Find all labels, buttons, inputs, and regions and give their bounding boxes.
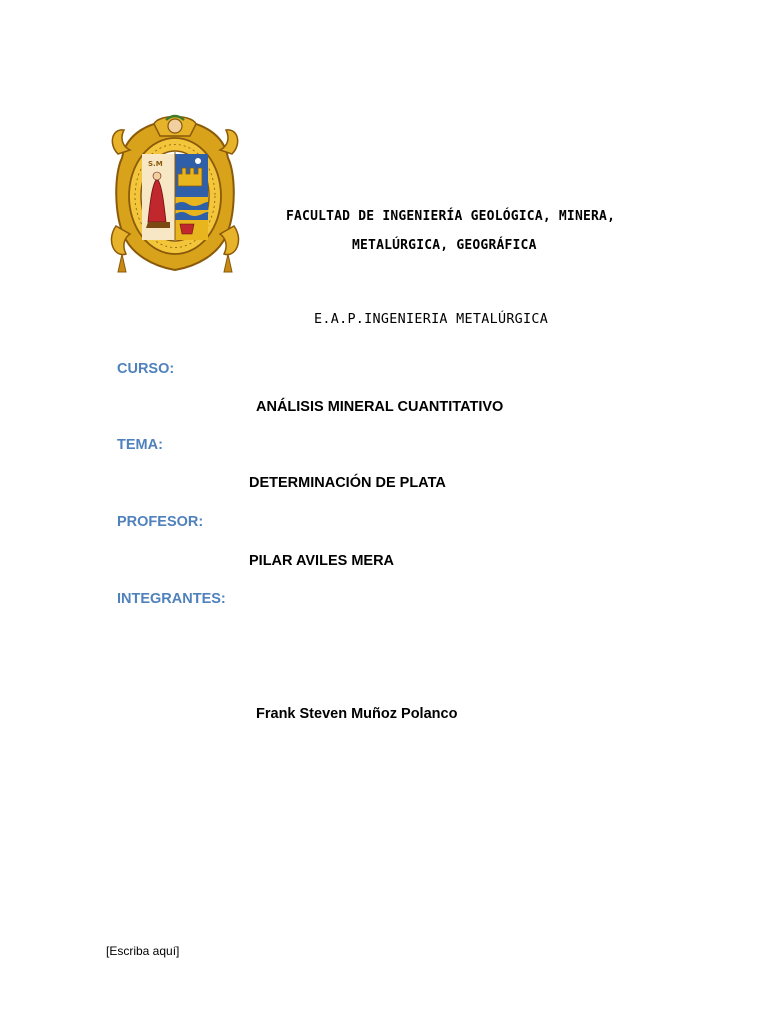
school-title: E.A.P.INGENIERIA METALÚRGICA [314,312,549,327]
footer-placeholder[interactable]: [Escriba aquí] [106,944,180,958]
profesor-value: PILAR AVILES MERA [249,553,395,569]
faculty-title-line-2: METALÚRGICA, GEOGRÁFICA [352,238,537,253]
profesor-label: PROFESOR: [117,514,204,530]
integrante-name: Frank Steven Muñoz Polanco [256,706,458,722]
curso-value: ANÁLISIS MINERAL CUANTITATIVO [256,399,504,415]
tema-label: TEMA: [117,437,163,453]
integrantes-label: INTEGRANTES: [117,591,226,607]
svg-text:S.M: S.M [148,160,163,168]
university-seal-icon [108,114,242,276]
faculty-title-line-1: FACULTAD DE INGENIERÍA GEOLÓGICA, MINERA, [286,209,616,224]
tema-value: DETERMINACIÓN DE PLATA [249,475,446,491]
curso-label: CURSO: [117,361,175,377]
